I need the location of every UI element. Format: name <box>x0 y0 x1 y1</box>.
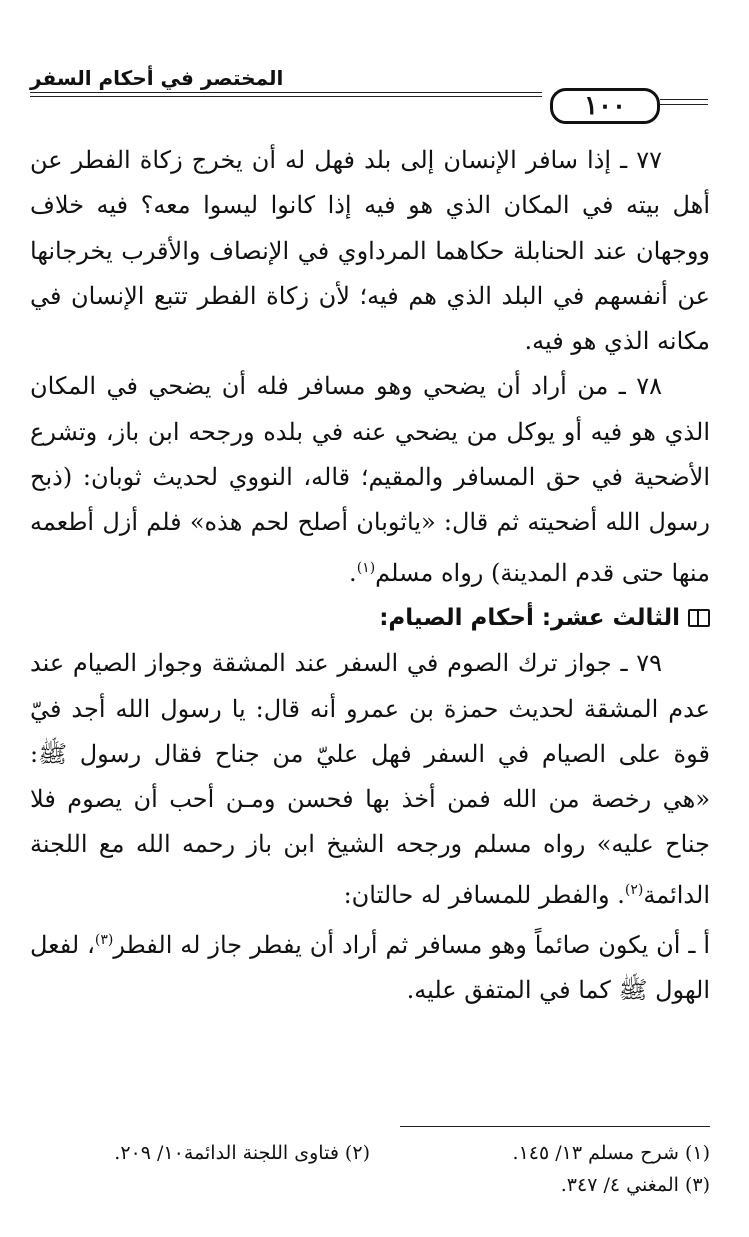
list-item-a-text: أ ـ أن يكون صائماً وهو مسافر ثم أراد أن يفطر جاز له الفطر <box>113 931 710 960</box>
footnote-ref-3: (٣) <box>94 932 114 949</box>
book-icon <box>688 609 710 627</box>
paragraph-79-end: . والفطر للمسافر له حالتان: <box>343 880 625 909</box>
list-item-a-end: ، لفعل الهول ﷺ كما في المتفق عليه. <box>30 931 710 1005</box>
paragraph-78-text: ٧٨ ـ من أراد أن يضحي وهو مسافر فله أن يضحي في المكان الذي هو فيه أو يوكل من يضحي عنه في بلده ورجحه ابن باز، وتشرع الأضحية في حق المسافر والمقيم؛ قاله، النووي لحديث ثوبان: (ذبح رسول الله أضحيته ثم قال: «ياثوبان أصلح لحم هذه» فلم أزل أطعمه منها حتى قدم المدينة) رواه مسلم <box>30 372 711 587</box>
paragraph-78 <box>30 364 710 595</box>
footnote-ref-2: (٢) <box>624 881 644 898</box>
header-rule <box>30 92 542 97</box>
paragraph-77: ٧٧ ـ إذا سافر الإنسان إلى بلد فهل له أن يخرج زكاة الفطر عن أهل بيته في المكان الذي هو فيه إذا كانوا ليسوا معه؟ فيه خلاف ووجهان عند الحنابلة حكاهما المرداوي في الإنصاف والأقرب يخرجانها عن أنفسهم في البلد الذي هم فيه؛ لأن زكاة الفطر تتبع الإنسان في مكانه الذي هو فيه. <box>30 146 710 356</box>
footnote-row <box>30 1169 710 1201</box>
page-number: ١٠٠ <box>584 91 626 121</box>
page-number-badge <box>550 88 660 124</box>
footnote-rule <box>400 1126 710 1127</box>
paragraph-78-end: . <box>349 558 357 587</box>
badge-rule <box>660 99 708 105</box>
footnotes <box>30 1137 710 1201</box>
footnote-2: (٢) فتاوى اللجنة الدائمة١٠/ ٢٠٩. <box>114 1142 370 1164</box>
running-header-title: المختصر في أحكام السفر <box>30 66 284 90</box>
paragraph-79 <box>30 641 710 918</box>
footnote-1: (١) شرح مسلم ١٣/ ١٤٥. <box>512 1142 710 1164</box>
section-heading-text: الثالث عشر: أحكام الصيام: <box>379 604 680 631</box>
list-item-a <box>30 918 710 1014</box>
footnote-ref-1: (١) <box>356 559 376 576</box>
footnote-3: (٣) المغني ٤/ ٣٤٧. <box>560 1174 710 1196</box>
page-body <box>30 138 710 1014</box>
paragraph-79-text: ٧٩ ـ جواز ترك الصوم في السفر عند المشقة وجواز الصيام عند عدم المشقة لحديث حمزة بن عمرو أنه قال: يا رسول الله أجد فيّ قوة على الصيام في السفر فهل عليّ من جناح فقال رسول ﷺ: «هي رخصة من الله فمن أخذ بها فحسن ومـن أحب أن يصوم فلا جناح عليه» رواه مسلم ورجحه الشيخ ابن باز رحمه الله مع اللجنة الدائمة <box>30 649 710 909</box>
section-heading <box>30 596 710 641</box>
footnote-row <box>30 1137 710 1169</box>
